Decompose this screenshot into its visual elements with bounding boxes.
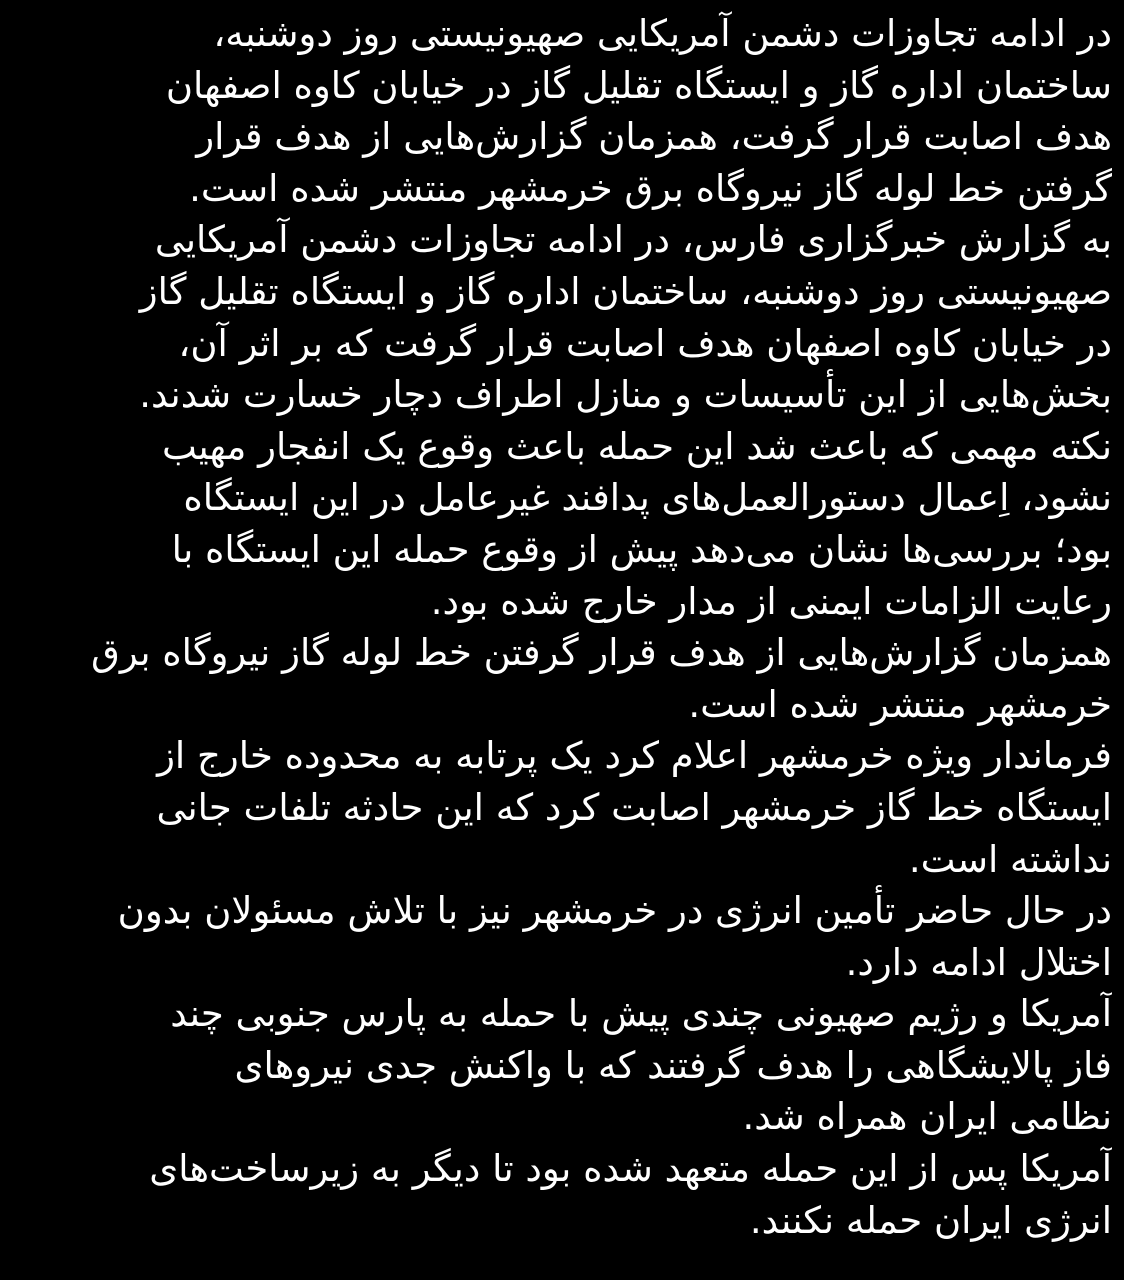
text-line: انرژی ایران حمله نکنند. <box>749 1198 1112 1242</box>
text-line: فاز پالایشگاهی را هدف گرفتند که با واکنش جدی نیروهای <box>234 1043 1112 1087</box>
text-line: نظامی ایران همراه شد. <box>742 1095 1112 1139</box>
text-line: رعایت الزامات ایمنی از مدار خارج شده بود. <box>430 579 1112 623</box>
text-line: به گزارش خبرگزاری فارس، در ادامه تجاوزات دشمن آمریکایی <box>154 218 1112 262</box>
text-line: آمریکا پس از این حمله متعهد شده بود تا دیگر به زیرساخت‌های <box>149 1147 1112 1191</box>
text-line: همزمان گزارش‌هایی از هدف قرار گرفتن خط لوله گاز نیروگاه برق <box>91 631 1112 675</box>
text-line: بخش‌هایی از این تأسیسات و منازل اطراف دچار خسارت شدند. <box>139 373 1112 417</box>
text-line: نکته مهمی که باعث شد این حمله باعث وقوع یک انفجار مهیب <box>162 424 1112 468</box>
text-line: بود؛ بررسی‌ها نشان می‌دهد پیش از وقوع حمله این ایستگاه با <box>171 527 1112 571</box>
text-line: در حال حاضر تأمین انرژی در خرمشهر نیز با تلاش مسئولان بدون <box>117 889 1112 933</box>
text-line: خرمشهر منتشر شده است. <box>688 682 1112 726</box>
text-line: در خیابان کاوه اصفهان هدف اصابت قرار گرفت که بر اثر آن، <box>178 321 1112 365</box>
text-line: هدف اصابت قرار گرفت، همزمان گزارش‌هایی از هدف قرار <box>196 115 1112 159</box>
article-text <box>12 8 1112 1246</box>
text-line: گرفتن خط لوله گاز نیروگاه برق خرمشهر منتشر شده است. <box>189 166 1112 210</box>
text-line: نداشته است. <box>908 837 1112 881</box>
text-line: ساختمان اداره گاز و ایستگاه تقلیل گاز در خیابان کاوه اصفهان <box>165 63 1112 107</box>
text-line: آمریکا و رژیم صهیونی چندی پیش با حمله به پارس جنوبی چند <box>170 992 1112 1036</box>
text-line: در ادامه تجاوزات دشمن آمریکایی صهیونیستی روز دوشنبه، <box>213 12 1112 55</box>
text-line: اختلال ادامه دارد. <box>845 940 1112 984</box>
text-line: نشود، اِعمال دستورالعمل‌های پدافند غیرعامل در این ایستگاه <box>183 476 1112 520</box>
text-line: فرماندار ویژه خرمشهر اعلام کرد یک پرتابه به محدوده خارج از <box>157 734 1112 778</box>
text-line: ایستگاه خط گاز خرمشهر اصابت کرد که این حادثه تلفات جانی <box>156 785 1112 829</box>
text-line: صهیونیستی روز دوشنبه، ساختمان اداره گاز و ایستگاه تقلیل گاز <box>139 269 1112 313</box>
